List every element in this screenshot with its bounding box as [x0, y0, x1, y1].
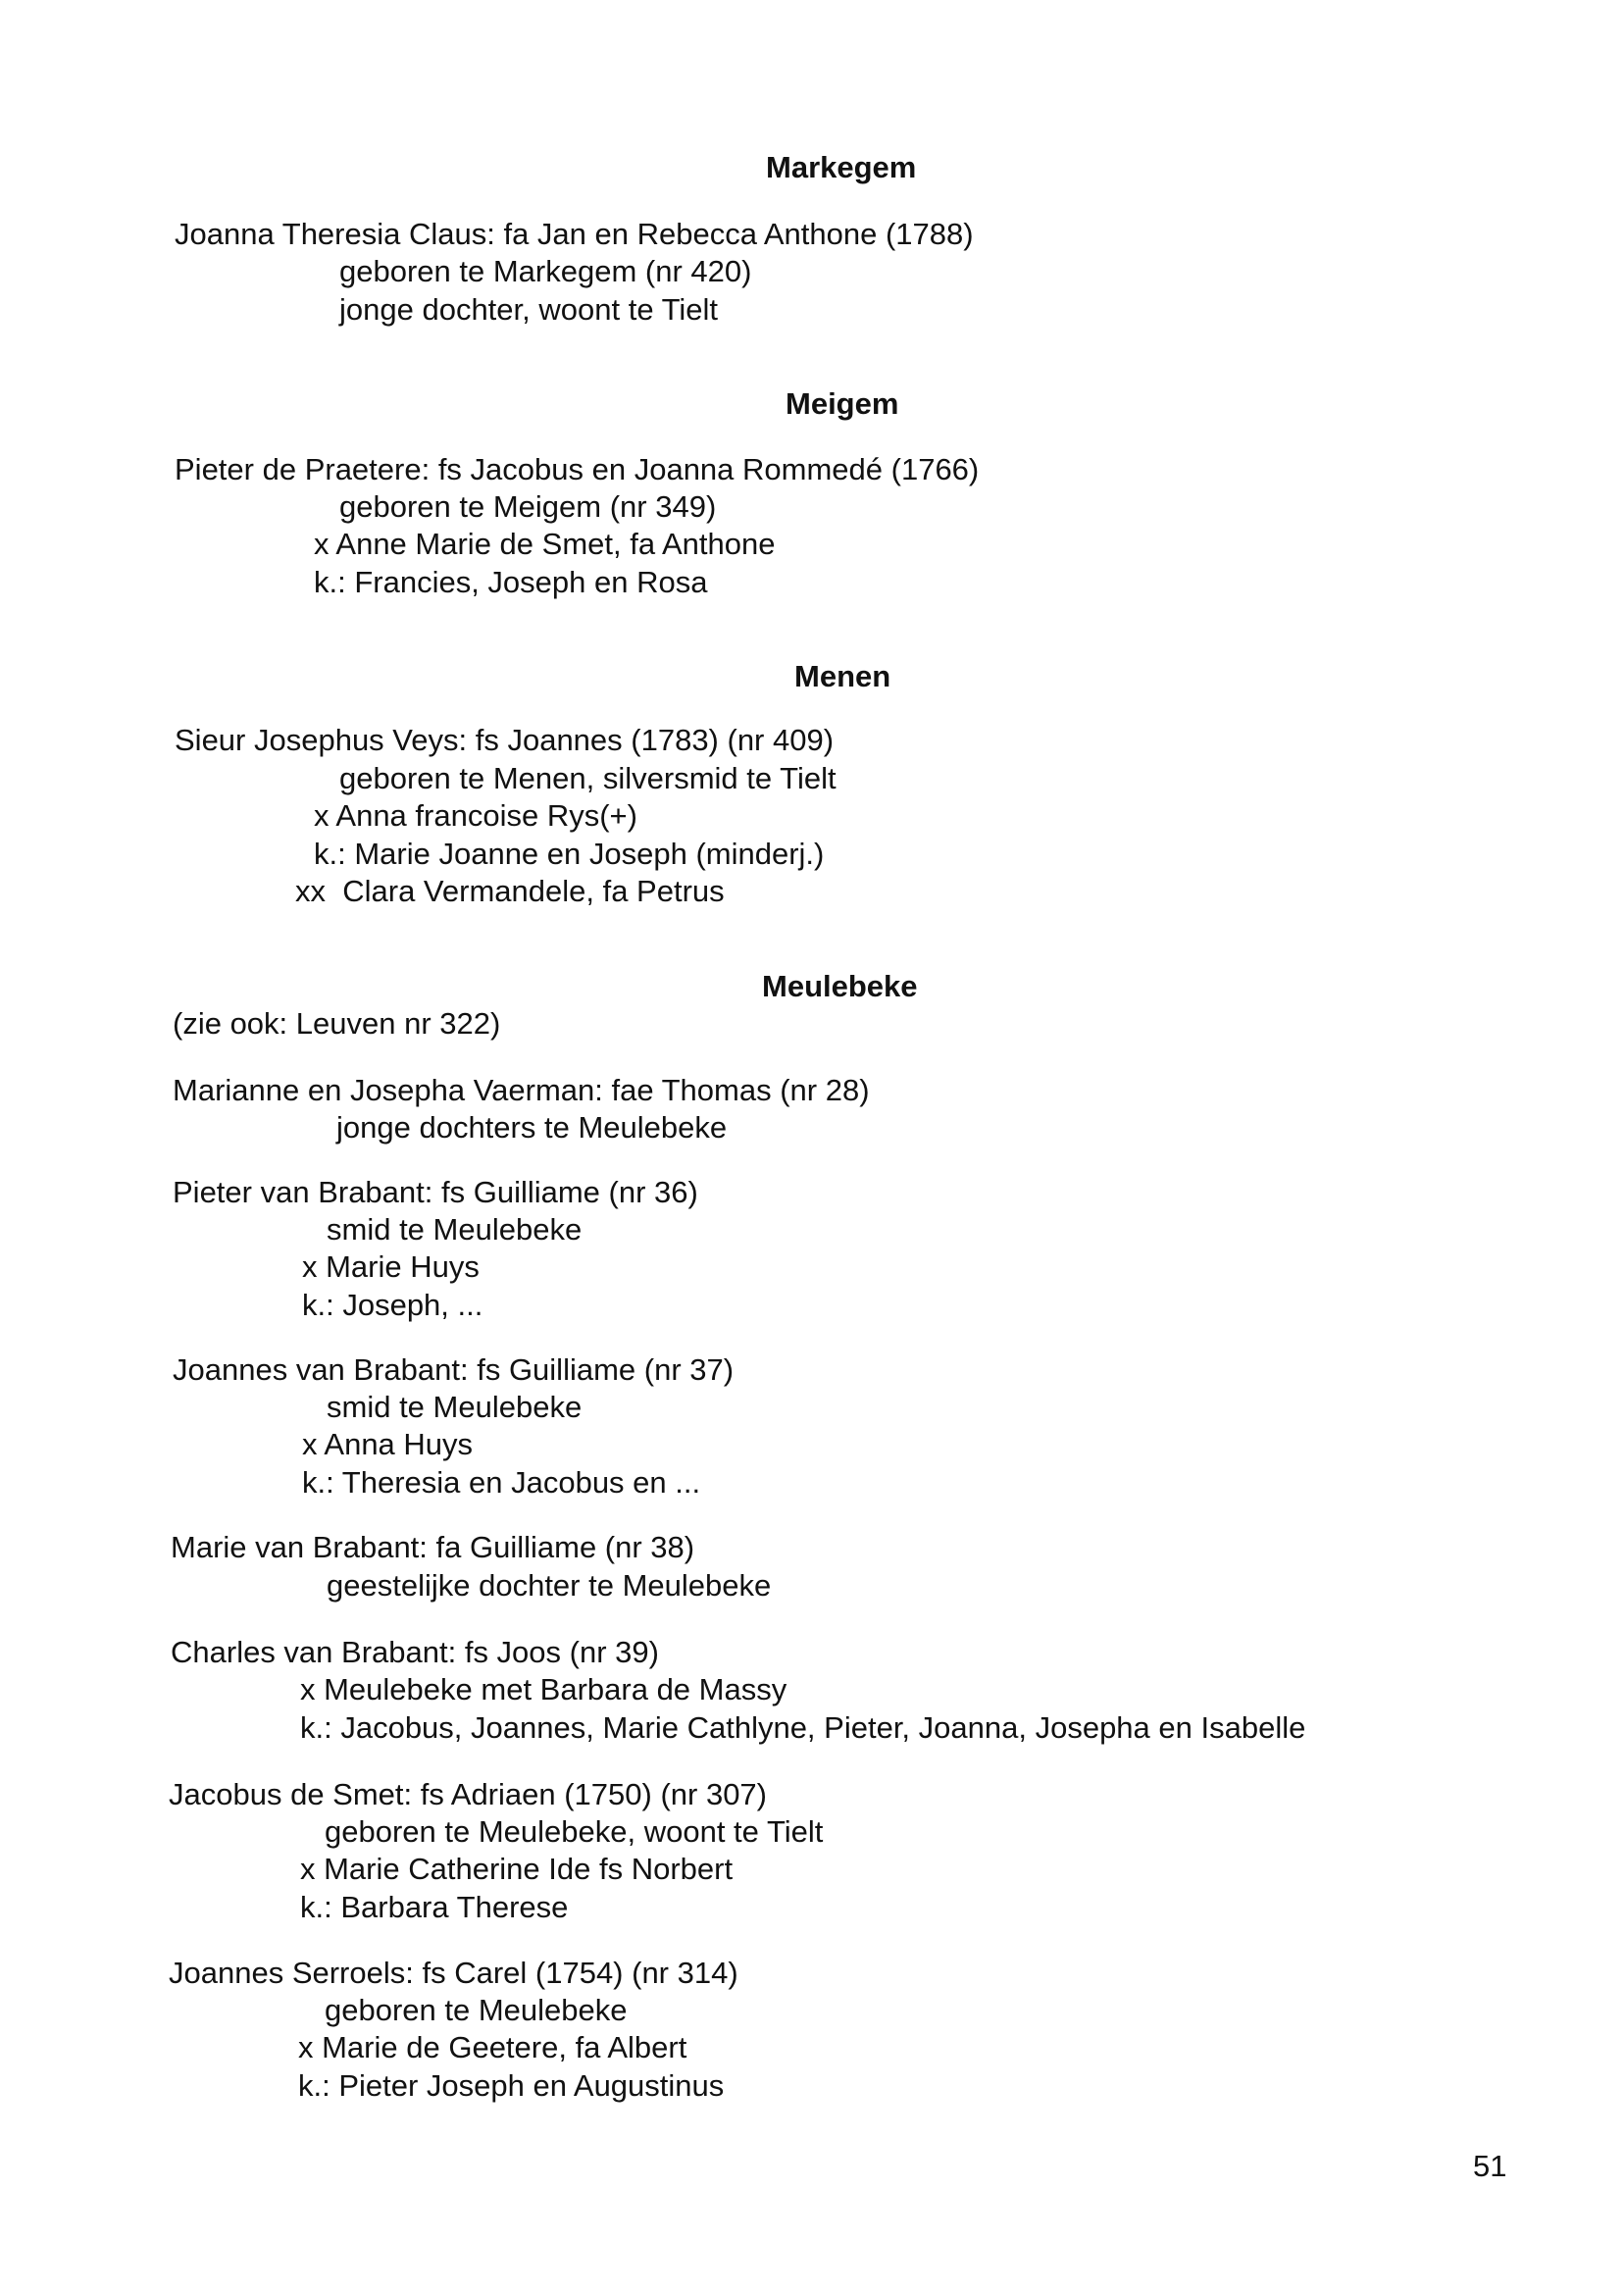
entry-detail-line: jonge dochter, woont te Tielt: [339, 292, 719, 327]
entry-name-line: Marie van Brabant: fa Guilliame (nr 38): [171, 1530, 695, 1564]
entry-name-line: Joannes van Brabant: fs Guilliame (nr 37): [173, 1352, 735, 1387]
entry-second-marriage-line: xx Clara Vermandele, fa Petrus: [295, 874, 725, 908]
entry-marriage-line: x Marie de Geetere, fa Albert: [298, 2030, 687, 2064]
entry-name-line: Joannes Serroels: fs Carel (1754) (nr 314): [169, 1956, 738, 1990]
entry-name-line: Marianne en Josepha Vaerman: fae Thomas (nr 28): [173, 1073, 870, 1107]
entry-children-line: k.: Pieter Joseph en Augustinus: [298, 2068, 725, 2103]
section-note: (zie ook: Leuven nr 322): [173, 1006, 501, 1041]
entry-name-line: Sieur Josephus Veys: fs Joannes (1783) (nr 409): [175, 723, 835, 757]
entry-children-line: k.: Jacobus, Joannes, Marie Cathlyne, Pieter, Joanna, Josepha en Isabelle: [300, 1710, 1306, 1745]
section-heading-menen: Menen: [794, 659, 891, 693]
entry-marriage-line: x Anna Huys: [302, 1427, 474, 1461]
entry-marriage-line: x Marie Catherine Ide fs Norbert: [300, 1852, 734, 1886]
entry-children-line: k.: Theresia en Jacobus en ...: [302, 1465, 701, 1500]
entry-name-line: Jacobus de Smet: fs Adriaen (1750) (nr 307): [169, 1777, 767, 1811]
entry-detail-line: smid te Meulebeke: [327, 1212, 583, 1247]
entry-name-line: Pieter de Praetere: fs Jacobus en Joanna Rommedé (1766): [175, 452, 980, 486]
section-heading-meulebeke: Meulebeke: [762, 969, 918, 1003]
entry-children-line: k.: Marie Joanne en Joseph (minderj.): [314, 837, 825, 871]
entry-detail-line: smid te Meulebeke: [327, 1390, 583, 1424]
entry-marriage-line: x Meulebeke met Barbara de Massy: [300, 1672, 787, 1706]
entry-children-line: k.: Joseph, ...: [302, 1288, 483, 1322]
entry-name-line: Charles van Brabant: fs Joos (nr 39): [171, 1635, 659, 1669]
entry-detail-line: geestelijke dochter te Meulebeke: [327, 1568, 772, 1603]
entry-children-line: k.: Francies, Joseph en Rosa: [314, 565, 708, 599]
entry-detail-line: geboren te Meulebeke, woont te Tielt: [325, 1814, 824, 1849]
entry-children-line: k.: Barbara Therese: [300, 1890, 569, 1924]
entry-detail-line: geboren te Meulebeke: [325, 1993, 628, 2027]
section-heading-markegem: Markegem: [766, 150, 917, 184]
section-heading-meigem: Meigem: [786, 386, 899, 421]
entry-name-line: Pieter van Brabant: fs Guilliame (nr 36): [173, 1175, 698, 1209]
entry-marriage-line: x Marie Huys: [302, 1249, 480, 1284]
entry-marriage-line: x Anne Marie de Smet, fa Anthone: [314, 527, 776, 561]
entry-detail-line: jonge dochters te Meulebeke: [336, 1110, 728, 1145]
page-number: 51: [1473, 2149, 1507, 2183]
entry-detail-line: geboren te Markegem (nr 420): [339, 254, 752, 288]
entry-detail-line: geboren te Menen, silversmid te Tielt: [339, 761, 837, 795]
entry-name-line: Joanna Theresia Claus: fa Jan en Rebecca Anthone (1788): [175, 217, 974, 251]
entry-detail-line: geboren te Meigem (nr 349): [339, 489, 717, 524]
entry-marriage-line: x Anna francoise Rys(+): [314, 798, 637, 833]
